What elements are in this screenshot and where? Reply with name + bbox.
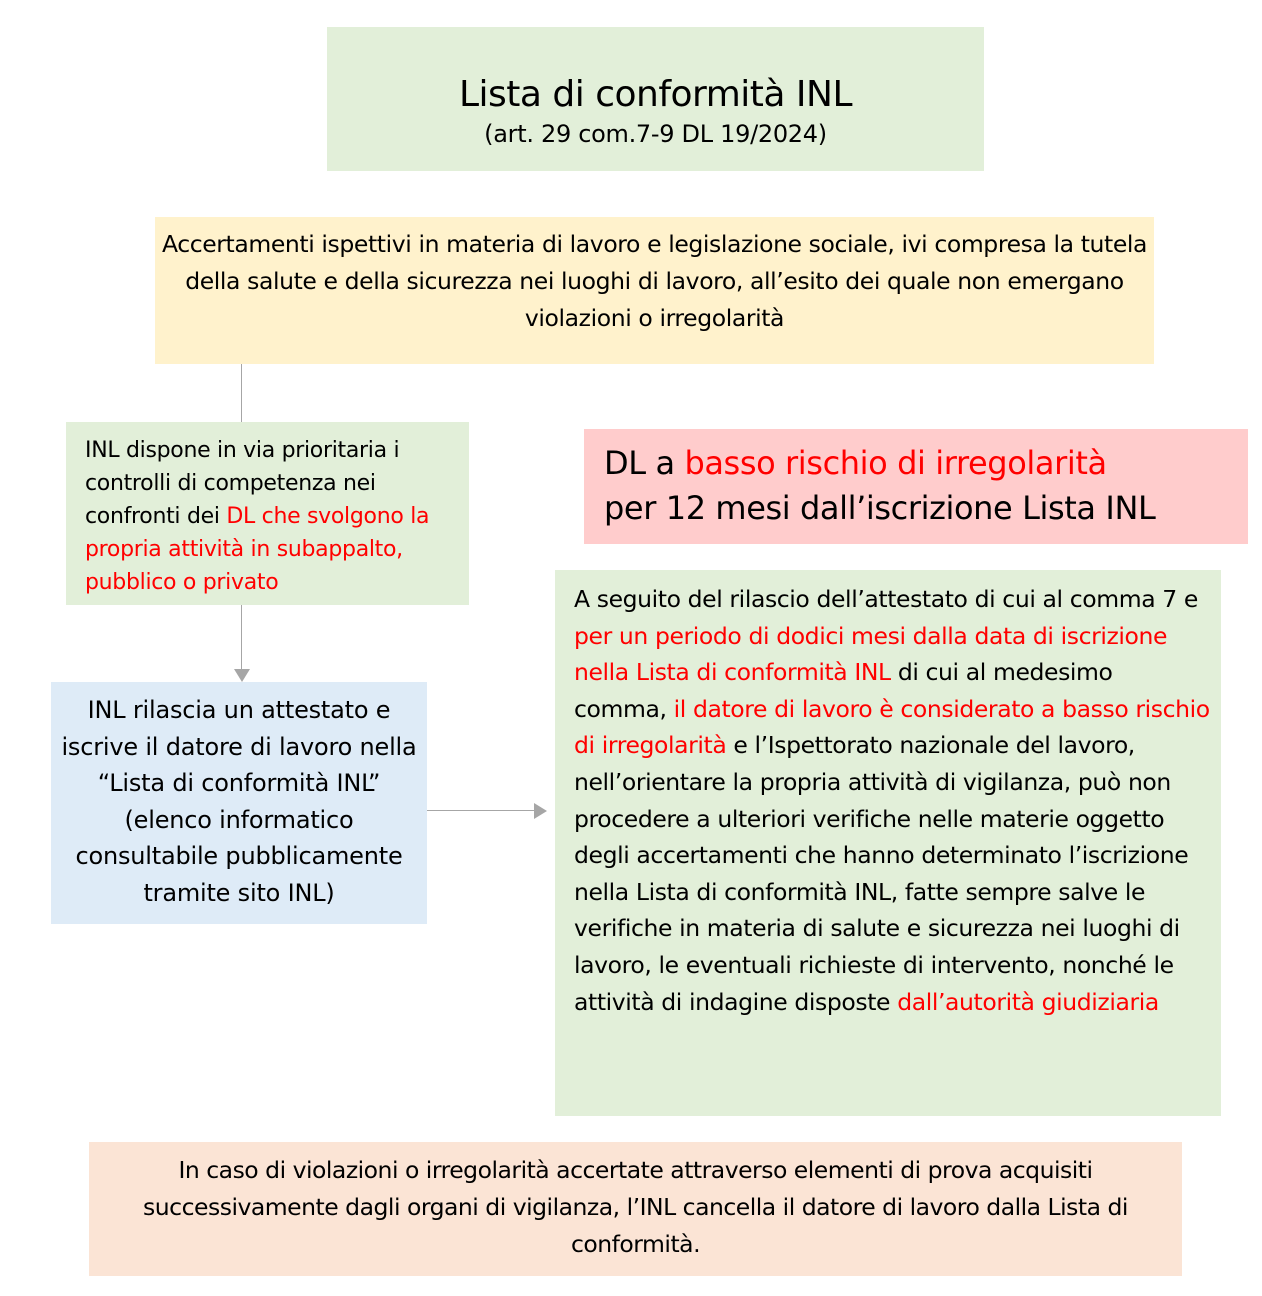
low-risk-label: DL a <box>604 444 685 482</box>
title-box <box>327 27 984 171</box>
connector-line <box>241 605 242 669</box>
diagram-title: Lista di conformità INL <box>458 74 853 115</box>
detail-text-3: e l’Ispettorato nazionale del lavoro, nell’orientare la propria attività di vigilanza, può non procedere a ulteriori verifiche nelle materie oggetto degli accertamenti che hanno determinato l’iscrizione nella Lista di conformità INL, fatte sempre salve le verifiche in materia di salute e sicurezza nei luoghi di lavoro, le eventuali richieste di intervento, nonché le attività di indagine disposte <box>574 731 1189 1016</box>
detail-highlight-2: il datore di lavoro è considerato a basso rischio di irregolarità <box>574 694 1210 760</box>
arrow-right-icon <box>534 803 547 819</box>
priority-controls-text: INL dispone in via prioritaria i controlli di competenza nei confronti dei <box>85 438 400 529</box>
low-risk-box <box>584 429 1248 544</box>
low-risk-highlight: basso rischio di irregolarità <box>684 444 1107 482</box>
priority-controls-box <box>66 422 469 605</box>
inspection-outcome-text: Accertamenti ispettivi in materia di lavoro e legislazione sociale, ivi compresa la tutela della salute e della sicurezza nei luoghi di lavoro, all’esito dei quale non emergano violazioni o irregolarità <box>161 230 1148 332</box>
certificate-text: INL rilascia un attestato e iscrive il datore di lavoro nella “Lista di conformità INL” (elenco informatico consultabile pubblicamente tramite sito INL) <box>61 696 417 907</box>
cancellation-box <box>89 1142 1182 1276</box>
connector-line <box>427 810 534 811</box>
detail-highlight-1: per un periodo di dodici mesi dalla data di iscrizione nella Lista di conformità INL <box>574 621 1168 687</box>
detail-text-2: di cui al medesimo comma, <box>574 658 1113 723</box>
low-risk-line-2: per 12 mesi dall’iscrizione Lista INL <box>604 489 1156 527</box>
detail-text-1: A seguito del rilascio dell’attestato di cui al comma 7 e <box>574 585 1198 613</box>
priority-controls-highlight: DL che svolgono la propria attività in subappalto, pubblico o privato <box>85 504 430 595</box>
low-risk-line-1 <box>604 441 1248 486</box>
cancellation-text: In caso di violazioni o irregolarità accertate attraverso elementi di prova acquisiti successivamente dagli organi di vigilanza, l’INL cancella il datore di lavoro dalla Lista di conformità. <box>143 1156 1128 1258</box>
diagram-subtitle: (art. 29 com.7-9 DL 19/2024) <box>484 120 827 148</box>
detail-box <box>555 570 1221 1116</box>
inspection-outcome-box <box>155 217 1154 364</box>
detail-highlight-3: dall’autorità giudiziaria <box>897 987 1159 1016</box>
connector-line <box>241 364 242 422</box>
arrow-down-icon <box>234 669 250 682</box>
certificate-box <box>51 682 427 924</box>
